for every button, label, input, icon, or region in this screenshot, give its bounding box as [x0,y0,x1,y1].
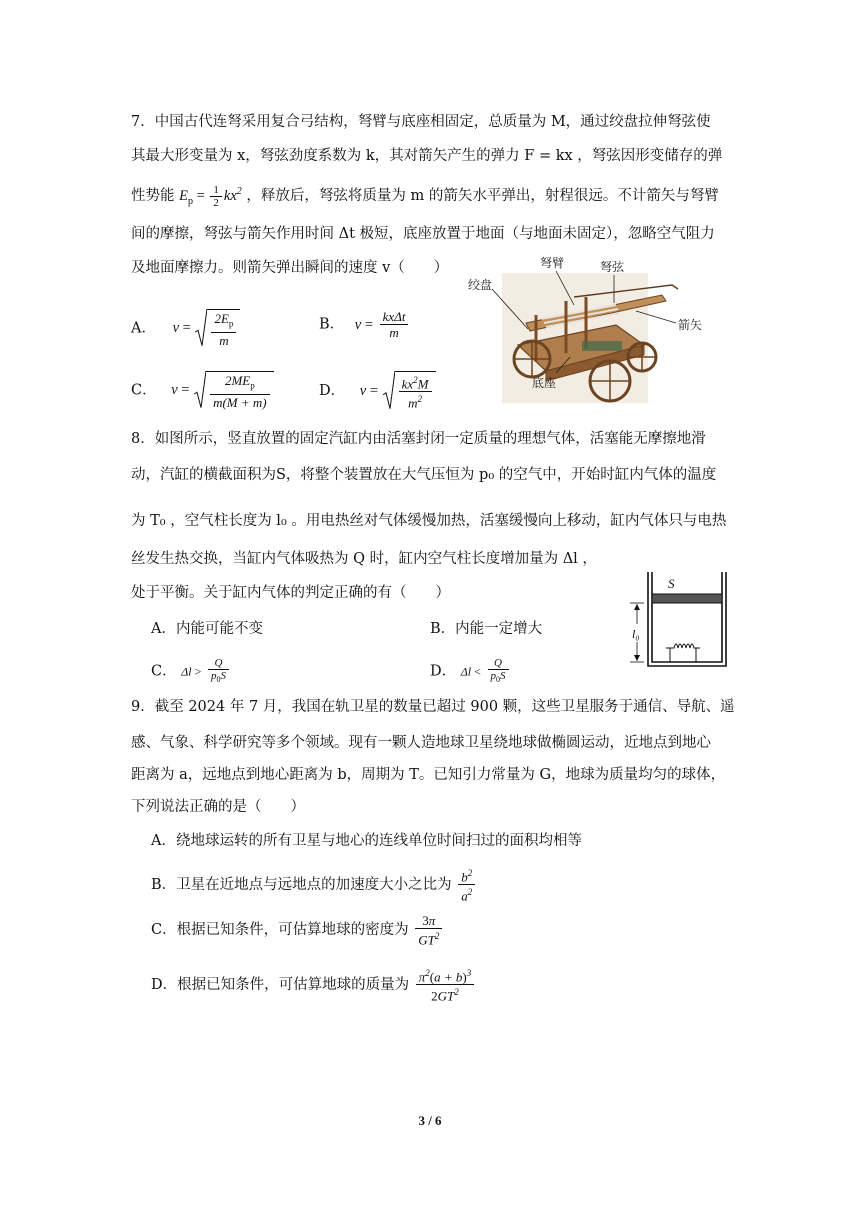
q7-option-a-formula: $\frac{2E_p}{m}$ [195,309,240,348]
q8-line-3: 为 T₀ ，空气柱长度为 l₀ 。用电热丝对气体缓慢加热，活塞缓慢向上移动，缸内气体只与电热 [131,513,727,529]
q9-option-d-formula: $\frac{\pi^2(a + b)^3}{2GT^2}$ [416,966,474,1004]
q8-option-d: D． Δl < $\frac{Q}{p_0S}$ [430,657,511,686]
cylinder-label-l0: l₀ [632,627,640,641]
q8-option-a: A．内能可能不变 [151,621,263,637]
q7-line-3a: 性势能 [131,187,175,204]
q8-line-2: 动，汽缸的横截面积为S，将整个装置放在大气压恒为 p₀ 的空气中，开始时缸内气体的温度 [131,467,717,483]
label-arrow: 箭矢 [678,318,703,332]
q7-option-d-formula: $\frac{kx^2M}{m^2}$ [383,371,436,411]
q7-energy-formula: $E_p$ = $\frac{1}{2}$ $kx^2$ [179,184,242,209]
cylinder-label-s: S [668,576,675,591]
q7-line-3b: ，释放后，弩弦将质量为 m 的箭矢水平弹出，射程很远。不计箭矢与弩臂 [246,187,719,204]
label-arm: 弩臂 [540,256,565,270]
q7-option-b-formula: $\frac{\text{kxΔt}}{m}$ [380,309,409,340]
q7-option-c-formula: $\frac{2ME_p}{m(M + m)}$ [194,371,274,410]
q7-line-4: 间的摩擦，弩弦与箭矢作用时间 Δt 极短，底座放置于地面（与地面未固定），忽略空气阻力 [131,226,715,242]
q8-option-c: C． Δl > $\frac{Q}{p_0S}$ [151,657,231,686]
q7-option-c: C． v = $\frac{2ME_p}{m(M + m)}$ [131,371,274,410]
q9-option-b-formula: $\frac{b^2}{a^2}$ [458,866,475,904]
page-number: 3 / 6 [418,1113,442,1128]
crossbow-illustration [466,253,736,405]
cylinder-figure [622,568,732,672]
q8-line-5: 处于平衡。关于缸内气体的判定正确的有（ ） [131,585,450,601]
q9-line-2: 感、气象、科学研究等多个领域。现有一颗人造地球卫星绕地球做椭圆运动，近地点到地心 [131,735,711,751]
q9-line-3: 距离为 a，远地点到地心距离为 b，周期为 T。已知引力常量为 G，地球为质量均匀的球体， [131,767,726,783]
label-string: 弩弦 [600,260,625,274]
crossbow-figure [466,253,736,405]
q8-option-c-formula: $\frac{Q}{p_0S}$ [208,657,229,686]
q9-option-a: A．绕地球运转的所有卫星与地心的连线单位时间扫过的面积均相等 [151,833,582,849]
q9-option-c-formula: $\frac{3\pi}{GT^2}$ [415,913,442,947]
q7-option-d: D． v = $\frac{kx^2M}{m^2}$ [319,371,436,411]
q9-option-d: D．根据已知条件，可估算地球的质量为 $\frac{\pi^2(a + b)^3}{2GT^2}$ [151,966,476,1004]
q8-line-4: 丝发生热交换，当缸内气体吸热为 Q 时，缸内空气柱长度增加量为 Δl ， [131,551,597,567]
q9-option-c: C．根据已知条件，可估算地球的密度为 $\frac{3\pi}{GT^2}$ [151,913,444,947]
q7-line-1: 7．中国古代连弩采用复合弓结构，弩臂与底座相固定，总质量为 M，通过绞盘拉伸弩弦使 [131,114,711,130]
q9-line-1: 9．截至 2024 年 7 月，我国在轨卫星的数量已超过 900 颗，这些卫星服务于通信、导航、遥 [131,699,735,715]
q9-option-b: B．卫星在近地点与远地点的加速度大小之比为 $\frac{b^2}{a^2}$ [151,866,477,904]
q7-line-5: 及地面摩擦力。则箭矢弹出瞬间的速度 v（ ） [131,260,449,276]
q8-option-b: B．内能一定增大 [430,621,543,637]
q9-line-4: 下列说法正确的是（ ） [131,799,305,815]
q8-option-d-formula: $\frac{Q}{p_0S}$ [488,657,509,686]
label-base: 底座 [532,376,557,390]
q7-option-a: A． v = $\frac{2E_p}{m}$ [131,309,240,348]
cylinder-diagram [622,568,732,672]
q7-option-b: B． v = $\frac{\text{kxΔt}}{m}$ [319,309,410,340]
q7-line-2: 其最大形变量为 x，弩弦劲度系数为 k，其对箭矢产生的弹力 F = kx ，弩弦因形变储存的弹 [131,148,723,164]
q7-line-3 [131,182,719,212]
q8-line-1: 8．如图所示，竖直放置的固定汽缸内由活塞封闭一定质量的理想气体，活塞能无摩擦地滑 [131,431,706,447]
label-winch: 绞盘 [468,278,493,292]
